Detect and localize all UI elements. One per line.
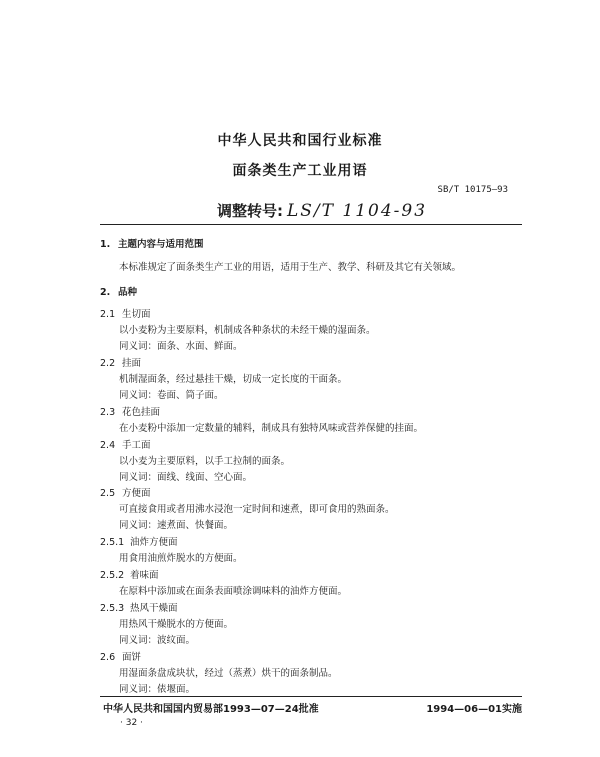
section-heading	[100, 239, 204, 251]
item-term: 花色挂面	[122, 407, 161, 418]
item-definition: 可直接食用或者用沸水浸泡一定时间和速煮，即可食用的熟面条。	[119, 504, 395, 515]
footer-divider	[100, 696, 522, 697]
item-synonym: 同义词：面条、水面、鲜面。	[119, 341, 243, 352]
item-number: 2.6	[100, 652, 116, 663]
item-term: 生切面	[122, 309, 151, 320]
item-synonym: 同义词：速煮面、快餐面。	[119, 520, 234, 531]
item-definition: 用食用油煎炸脱水的方便面。	[119, 553, 243, 564]
page-number: · 32 ·	[120, 718, 143, 728]
section-body: 本标准规定了面条类生产工业的用语，适用于生产、教学、科研及其它有关领域。	[119, 262, 462, 273]
document-title-line2: 面条类生产工业用语	[232, 163, 368, 179]
effective-date: 1994—06—01实施	[426, 704, 522, 715]
item-term: 面饼	[122, 652, 142, 663]
item-definition: 用热风干燥脱水的方便面。	[119, 619, 234, 630]
item-definition: 以小麦为主要原料，以手工拉制的面条。	[119, 456, 291, 467]
item-term: 着味面	[130, 570, 159, 581]
item-definition: 用湿面条盘成块状，经过（蒸煮）烘干的面条制品。	[119, 668, 338, 679]
adjust-label: 调整转号:	[217, 202, 283, 220]
item-term: 方便面	[122, 488, 151, 499]
item-number: 2.5.2	[100, 570, 125, 581]
section-number: 1.	[100, 239, 111, 250]
item-number: 2.4	[100, 440, 116, 451]
item-synonym: 同义词：卷面、筒子面。	[119, 390, 224, 401]
item-term: 油炸方便面	[130, 537, 178, 548]
item-term: 热风干燥面	[130, 603, 178, 614]
item-number: 2.2	[100, 358, 116, 369]
item-synonym: 同义词：俵堰面。	[119, 684, 196, 695]
header-divider	[100, 224, 522, 225]
item-synonym: 同义词：波纹面。	[119, 635, 196, 646]
section-heading	[100, 287, 137, 299]
item-number: 2.3	[100, 407, 116, 418]
item-number: 2.1	[100, 309, 116, 320]
item-definition: 在原料中添加或在面条表面喷涂调味料的油炸方便面。	[119, 586, 348, 597]
standard-code: SB/T 10175—93	[437, 185, 508, 195]
item-number: 2.5.1	[100, 537, 125, 548]
approval-note: 中华人民共和国国内贸易部1993—07—24批准	[103, 704, 319, 715]
section-title: 品种	[118, 287, 138, 298]
item-synonym: 同义词：面线、线面、空心面。	[119, 472, 253, 483]
adjust-number	[217, 200, 427, 221]
item-term: 挂面	[122, 358, 142, 369]
item-number: 2.5.3	[100, 603, 125, 614]
item-definition: 机制湿面条，经过悬挂干燥，切成一定长度的干面条。	[119, 374, 348, 385]
section-title: 主题内容与适用范围	[118, 239, 204, 250]
item-definition: 以小麦粉为主要原料，机制成各种条状的未经干燥的湿面条。	[119, 325, 376, 336]
adjust-handwritten-value: LS/T 1104-93	[287, 201, 428, 221]
section-number: 2.	[100, 287, 111, 298]
item-definition: 在小麦粉中添加一定数量的辅料，制成具有独特风味或营养保健的挂面。	[119, 423, 424, 434]
item-number: 2.5	[100, 488, 116, 499]
item-term: 手工面	[122, 440, 151, 451]
document-title-line1: 中华人民共和国行业标准	[217, 133, 383, 149]
